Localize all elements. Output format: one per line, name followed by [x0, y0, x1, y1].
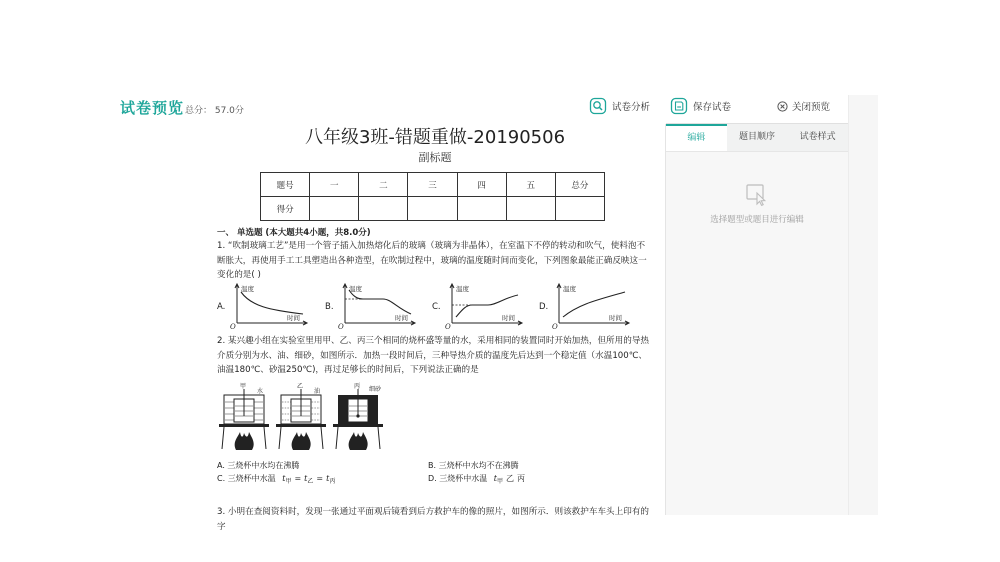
score-table-cell — [310, 197, 359, 221]
option-a-graph — [217, 284, 307, 331]
y-axis-label: 温度 — [349, 285, 362, 293]
question-2-option-c[interactable] — [217, 473, 335, 485]
score-table-cell: 五 — [506, 173, 555, 197]
medium-label: 水 — [257, 388, 264, 395]
flame — [292, 432, 311, 450]
option-d-letter: D. — [539, 302, 549, 312]
save-button[interactable] — [670, 97, 731, 115]
question-2-option-a[interactable] — [217, 460, 299, 471]
score-table-cell — [506, 197, 555, 221]
analysis-icon — [589, 97, 607, 115]
flame — [349, 432, 368, 450]
origin-label: O — [338, 323, 344, 331]
x-axis-label: 时间 — [287, 314, 300, 322]
paper-subtitle[interactable]: 副标题 — [418, 151, 452, 164]
variable: t — [304, 474, 308, 483]
close-icon — [777, 101, 788, 112]
variable: t — [326, 474, 330, 483]
x-axis-label: 时间 — [395, 314, 408, 322]
option-text: 三烧杯中水均不在沸腾 — [438, 461, 519, 470]
tab-paper-style[interactable]: 试卷样式 — [799, 132, 836, 142]
subscript: 甲 — [285, 478, 292, 485]
paper-preview — [120, 120, 665, 532]
question-2-beaker-figure — [217, 382, 389, 454]
section-heading-single-choice[interactable]: 一、 单选题 (本大题共4小题，共8.0分) — [217, 228, 371, 238]
analysis-label: 试卷分析 — [612, 102, 651, 113]
subscript: 甲 — [497, 478, 504, 485]
option-d-graph — [539, 284, 629, 331]
score-table-header-row — [261, 173, 605, 197]
option-c-graph — [432, 284, 522, 331]
beaker-label: 丙 — [354, 383, 361, 390]
option-b-letter: B. — [325, 302, 334, 312]
close-preview-label: 关闭预览 — [792, 102, 831, 113]
analysis-button[interactable] — [589, 97, 650, 115]
variable: t — [282, 474, 286, 483]
question-2-text[interactable]: 2. 某兴趣小组在实验室里用甲、乙、丙三个相同的烧杯盛等量的水，采用相同的装置同时开始加热，但所用的导热介质分别为水、油、细砂，如图所示．加热一段时间后，三种导热介质的温度先后达到一个稳定值（水温100℃、油温180℃、砂温250℃)，再过足够长的时间后，下列说法正确的是 — [217, 336, 650, 375]
stand-leg — [222, 427, 224, 449]
cursor-select-icon — [745, 183, 769, 207]
option-letter: C. — [217, 474, 226, 483]
y-axis-label: 温度 — [563, 285, 576, 293]
stand-leg — [321, 427, 323, 449]
score-table-cell: 三 — [408, 173, 457, 197]
tab-question-order[interactable]: 题目顺序 — [739, 132, 776, 142]
tab-edit[interactable]: 编辑 — [666, 124, 727, 151]
stand-plate — [219, 424, 269, 427]
score-table-cell — [408, 197, 457, 221]
option-text: 三烧杯中水温 — [227, 474, 276, 483]
y-axis-label: 温度 — [456, 285, 469, 293]
stand-leg — [279, 427, 281, 449]
beaker-label: 甲 — [240, 383, 247, 390]
formula — [278, 474, 335, 483]
question-2-option-d[interactable] — [428, 473, 525, 485]
formula-text: 乙 — [506, 474, 515, 483]
x-axis-label: 时间 — [609, 314, 622, 322]
panel-tabs — [666, 124, 848, 152]
total-score: 总分： 57.0分 — [185, 106, 244, 116]
option-text: 三烧杯中水均在沸腾 — [227, 461, 300, 470]
score-table-row — [261, 197, 605, 221]
close-preview-button[interactable] — [777, 97, 830, 115]
temperature-curve — [349, 290, 411, 314]
score-table-cell — [359, 197, 408, 221]
paper-content — [217, 120, 653, 532]
variable: t — [493, 474, 498, 483]
operator: = — [294, 474, 302, 483]
temperature-curve — [241, 292, 303, 314]
score-table-cell — [555, 197, 604, 221]
origin-label: O — [552, 323, 558, 331]
formula — [490, 474, 525, 483]
right-gutter — [848, 95, 878, 515]
medium-label: 油 — [314, 388, 321, 395]
question-1-text[interactable]: 1. “吹制玻璃工艺”是用一个管子插入加热熔化后的玻璃（玻璃为非晶体），在室温下不停的转动和吹气，使料泡不断胀大，再使用手工工具塑造出各种造型，在吹制过程中，玻璃的温度随时间而变化，下列图象最能正确反映这一变化的是( ) — [217, 241, 647, 280]
option-b-graph — [325, 284, 415, 331]
medium-label: 细砂 — [369, 386, 382, 393]
stand-plate — [276, 424, 326, 427]
score-table-cell: 总分 — [555, 173, 604, 197]
score-table-cell: 得分 — [261, 197, 310, 221]
stand-plate — [333, 424, 383, 427]
edit-panel — [666, 152, 848, 515]
option-letter: B. — [428, 461, 437, 470]
beaker-jia-assembly — [219, 382, 269, 450]
operator: = — [316, 474, 324, 483]
score-table — [260, 172, 605, 221]
score-table-cell: 题号 — [261, 173, 310, 197]
option-letter: A. — [217, 461, 225, 470]
question-3-text[interactable]: 3. 小明在查阅资料时，发现一张通过平面观后镜看到后方救护车的像的照片，如图所示．则该救护车车头上印有的字 — [217, 507, 650, 532]
stand-leg — [264, 427, 266, 449]
option-text: 三烧杯中水温 — [439, 474, 488, 483]
origin-label: O — [445, 323, 451, 331]
option-a-letter: A. — [217, 302, 226, 312]
stand-leg — [378, 427, 380, 449]
empty-edit-hint: 选择题型或题目进行编辑 — [710, 215, 804, 225]
x-axis-label: 时间 — [502, 314, 515, 322]
save-label: 保存试卷 — [693, 102, 732, 113]
page-title: 试卷预览 — [120, 99, 185, 117]
score-table-cell — [457, 197, 506, 221]
option-c-letter: C. — [432, 302, 441, 312]
thermometer-bulb — [356, 414, 359, 417]
score-table-cell: 四 — [457, 173, 506, 197]
beaker-yi-assembly — [276, 383, 326, 450]
formula-text: 丙 — [517, 474, 526, 483]
save-icon — [670, 97, 688, 115]
flame — [235, 432, 254, 450]
question-1-option-graphs — [217, 282, 653, 330]
y-axis-label: 温度 — [241, 285, 254, 293]
beaker-label: 乙 — [297, 383, 304, 390]
subscript: 乙 — [307, 478, 314, 485]
subscript: 丙 — [329, 478, 336, 485]
paper-title[interactable]: 八年级3班-错题重做-20190506 — [304, 127, 566, 148]
question-2-option-b[interactable] — [428, 460, 519, 471]
stand-leg — [336, 427, 338, 449]
score-table-cell: 二 — [359, 173, 408, 197]
score-table-cell: 一 — [310, 173, 359, 197]
beaker-bing-assembly — [333, 383, 383, 450]
option-letter: D. — [428, 474, 437, 483]
origin-label: O — [230, 323, 236, 331]
